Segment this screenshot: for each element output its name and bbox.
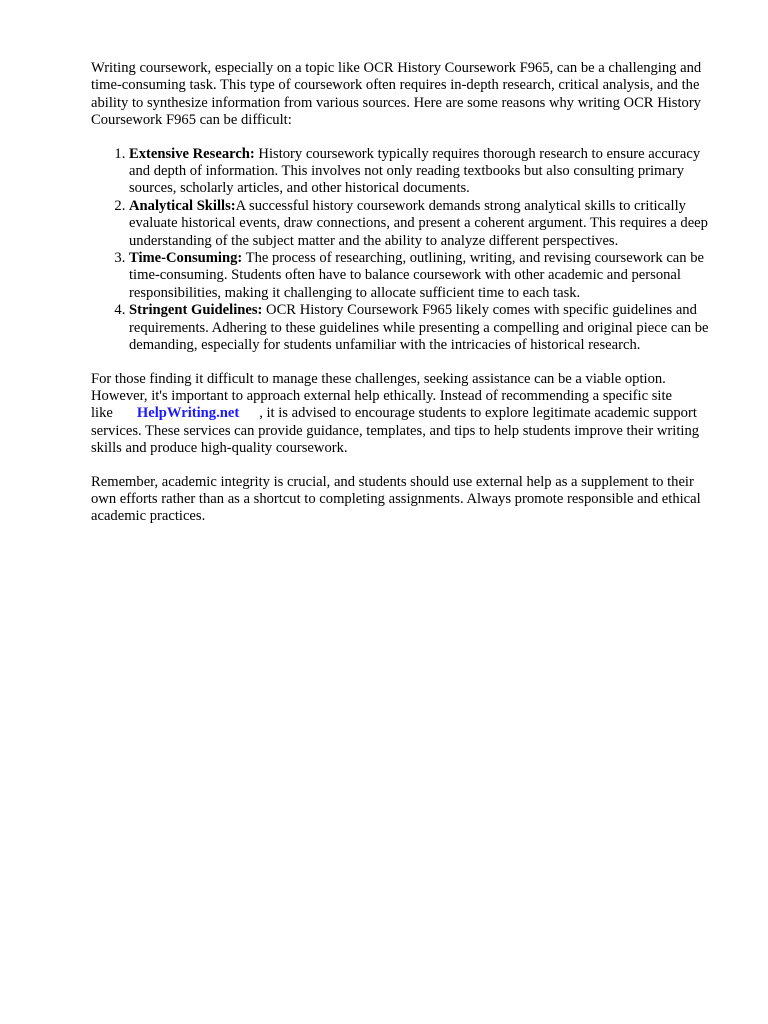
reason-term: Analytical Skills: [129,197,236,214]
list-item [129,302,711,354]
reason-term: Stringent Guidelines: [129,302,263,319]
intro-paragraph: Writing coursework, especially on a topic like OCR History Coursework F965, can be a challenging and time-consuming task. This type of coursework often requires in-depth research, critical analysis, and the ability to synthesize information from various sources. Here are some reasons why writing OCR History Coursework F965 can be difficult: [91,60,702,129]
document-page [91,60,711,526]
list-item [129,198,711,250]
reason-term: Time-Consuming: [129,250,243,267]
reason-text: The process of researching, outlining, writing, and revising coursework can be time-consuming. Students often have to balance coursework with other academic and personal responsibilities, making it challenging to allocate sufficient time to each task. [129,250,704,301]
list-item [129,250,711,302]
help-text-after: , it is advised to encourage students to explore legitimate academic support services. These services can provide guidance, templates, and tips to help students improve their writing skills and produce high-quality coursework. [91,405,700,457]
help-text-before: For those finding it difficult to manage these challenges, seeking assistance can be a viable option. However, it's important to approach external help ethically. Instead of recommending a specific site like [91,370,672,422]
reason-term: Extensive Research: [129,145,255,162]
reasons-list [91,146,711,355]
help-paragraph [91,371,711,458]
reason-text: A successful history coursework demands strong analytical skills to critically evaluate historical events, draw connections, and present a coherent argument. This requires a deep understanding of the subject matter and the ability to analyze different perspectives. [129,197,708,249]
reason-text: OCR History Coursework F965 likely comes with specific guidelines and requirements. Adhering to these guidelines while presenting a compelling and original piece can be demanding, especially for students unfamiliar with the intricacies of historical research. [129,302,709,354]
reason-text: History coursework typically requires thorough research to ensure accuracy and depth of information. This involves not only reading textbooks but also consulting primary sources, scholarly articles, and other historical documents. [129,145,701,197]
list-item [129,146,711,198]
closing-paragraph: Remember, academic integrity is crucial, and students should use external help as a supplement to their own efforts rather than as a shortcut to completing assignments. Always promote responsible and ethical academic practices. [91,473,701,525]
helpwriting-link[interactable]: HelpWriting.net [136,405,240,422]
